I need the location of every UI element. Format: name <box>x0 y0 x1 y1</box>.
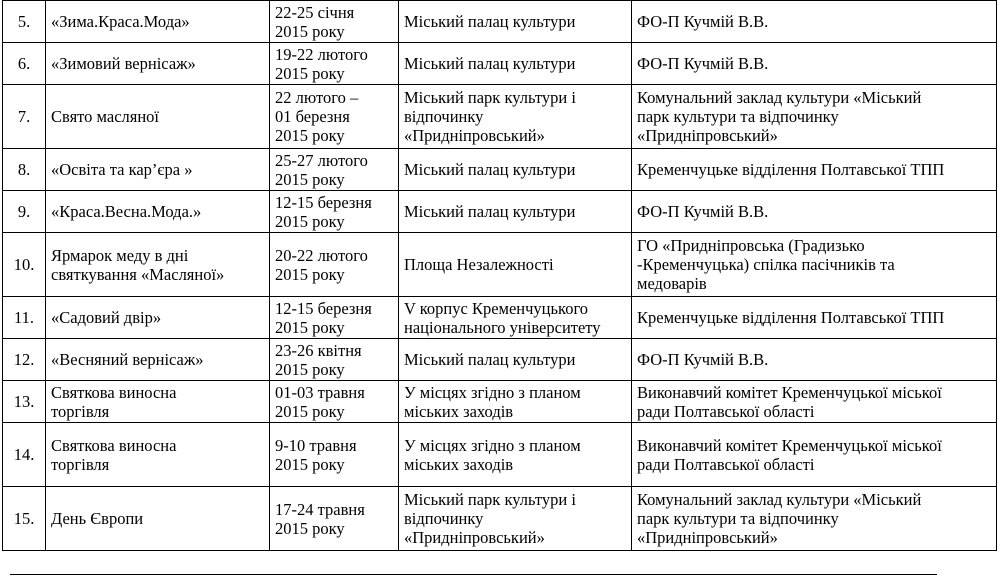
table-row <box>3 233 997 297</box>
event-name-line: «Зима.Краса.Мода» <box>51 12 190 31</box>
event-dates-cell <box>270 191 399 233</box>
event-dates-line: 2015 року <box>275 317 345 337</box>
event-name-cell <box>46 381 270 423</box>
table-row <box>3 381 997 423</box>
event-name-cell <box>46 149 270 191</box>
table-row <box>3 191 997 233</box>
event-venue-line: Міський палац культури <box>404 202 576 221</box>
event-organizer-line: ГО «Придніпровська (Градизько <box>637 236 865 255</box>
event-name-line: Святкова виносна <box>51 435 177 455</box>
event-organizer-cell <box>632 339 997 381</box>
event-name-cell <box>46 297 270 339</box>
event-venue-line: У місцях згідно з планом <box>404 382 581 402</box>
event-organizer-cell <box>632 191 997 233</box>
event-dates-cell <box>270 233 399 297</box>
event-dates-line: 01 березня <box>275 107 350 126</box>
event-name-cell <box>46 233 270 297</box>
event-dates-line: 12-15 березня <box>275 192 372 212</box>
event-venue-cell <box>399 297 632 339</box>
event-venue-cell <box>399 85 632 149</box>
event-dates-line: 2015 року <box>275 454 345 474</box>
event-venue-cell <box>399 233 632 297</box>
row-number-cell: 12. <box>3 339 46 381</box>
event-venue-cell <box>399 43 632 85</box>
event-name-line: торгівля <box>51 454 110 474</box>
row-number-cell: 11. <box>3 297 46 339</box>
row-number-cell: 8. <box>3 149 46 191</box>
event-venue-line: У місцях згідно з планом <box>404 435 581 455</box>
table-row <box>3 43 997 85</box>
event-name-cell <box>46 43 270 85</box>
event-venue-line: відпочинку <box>404 107 484 126</box>
event-organizer-line: «Придніпровський» <box>637 528 778 547</box>
event-name-line: Свято масляної <box>51 107 159 126</box>
event-organizer-line: ради Полтавської області <box>637 401 815 421</box>
event-venue-cell <box>399 423 632 487</box>
event-organizer-line: ФО-П Кучмій В.В. <box>637 12 769 31</box>
event-venue-cell <box>399 149 632 191</box>
row-number-cell: 9. <box>3 191 46 233</box>
event-dates-line: 2015 року <box>275 401 345 421</box>
event-organizer-line: Кременчуцьке відділення Полтавської ТПП <box>637 160 945 179</box>
event-venue-line: «Придніпровський» <box>404 528 545 547</box>
event-organizer-cell <box>632 381 997 423</box>
row-number-cell: 10. <box>3 233 46 297</box>
table-row <box>3 423 997 487</box>
event-name-line: святкування «Масляної» <box>51 264 225 284</box>
event-organizer-line: ради Полтавської області <box>637 454 815 474</box>
table-row <box>3 149 997 191</box>
table-row <box>3 1 997 43</box>
row-number-cell: 13. <box>3 381 46 423</box>
event-venue-cell <box>399 487 632 551</box>
event-name-line: Ярмарок меду в дні <box>51 245 189 265</box>
event-dates-line: 20-22 лютого <box>275 245 368 265</box>
event-organizer-cell <box>632 233 997 297</box>
event-dates-line: 2015 року <box>275 21 345 41</box>
event-organizer-cell <box>632 423 997 487</box>
event-name-line: День Європи <box>51 509 144 528</box>
event-venue-cell <box>399 381 632 423</box>
event-organizer-line: медоварів <box>637 274 707 293</box>
event-name-line: «Освіта та кар’єра » <box>51 160 193 179</box>
event-dates-cell <box>270 487 399 551</box>
event-dates-line: 9-10 травня <box>275 435 357 455</box>
event-venue-cell <box>399 191 632 233</box>
event-organizer-cell <box>632 1 997 43</box>
event-dates-line: 2015 року <box>275 264 345 284</box>
event-name-cell <box>46 191 270 233</box>
event-dates-line: 2015 року <box>275 211 345 231</box>
event-venue-cell <box>399 339 632 381</box>
event-dates-cell <box>270 1 399 43</box>
event-name-cell <box>46 85 270 149</box>
event-name-cell <box>46 423 270 487</box>
event-organizer-line: Виконавчий комітет Кременчуцької міської <box>637 435 942 455</box>
event-dates-cell <box>270 297 399 339</box>
event-dates-line: 23-26 квітня <box>275 340 362 360</box>
event-organizer-cell <box>632 487 997 551</box>
footnote-divider <box>10 574 937 575</box>
event-dates-line: 2015 року <box>275 518 345 538</box>
event-organizer-line: ФО-П Кучмій В.В. <box>637 202 769 221</box>
event-dates-line: 19-22 лютого <box>275 44 368 64</box>
event-organizer-line: Виконавчий комітет Кременчуцької міської <box>637 382 942 402</box>
row-number-cell: 5. <box>3 1 46 43</box>
event-venue-line: «Придніпровський» <box>404 126 545 145</box>
table-row <box>3 487 997 551</box>
event-dates-line: 17-24 травня <box>275 499 365 519</box>
events-table-body <box>3 1 997 551</box>
event-venue-line: Міський парк культури і <box>404 88 576 107</box>
event-venue-line: Міський палац культури <box>404 54 576 73</box>
event-dates-line: 22 лютого – <box>275 88 359 107</box>
event-venue-line: міських заходів <box>404 401 514 421</box>
event-organizer-line: ФО-П Кучмій В.В. <box>637 54 769 73</box>
event-organizer-line: парк культури та відпочинку <box>637 509 839 528</box>
event-dates-line: 01-03 травня <box>275 382 365 402</box>
event-organizer-cell <box>632 43 997 85</box>
event-venue-line: Міський палац культури <box>404 350 576 369</box>
event-dates-line: 12-15 березня <box>275 298 372 318</box>
row-number-cell: 6. <box>3 43 46 85</box>
event-dates-cell <box>270 43 399 85</box>
event-venue-cell <box>399 1 632 43</box>
event-dates-line: 2015 року <box>275 126 345 145</box>
event-organizer-cell <box>632 149 997 191</box>
event-dates-cell <box>270 339 399 381</box>
event-name-line: Святкова виносна <box>51 382 177 402</box>
event-dates-line: 2015 року <box>275 63 345 83</box>
row-number-cell: 15. <box>3 487 46 551</box>
event-organizer-line: Комунальний заклад культури «Міський <box>637 88 922 107</box>
event-organizer-line: Кременчуцьке відділення Полтавської ТПП <box>637 308 945 327</box>
event-dates-line: 2015 року <box>275 359 345 379</box>
event-venue-line: Міський парк культури і <box>404 490 576 509</box>
event-name-line: «Садовий двір» <box>51 308 162 327</box>
event-dates-cell <box>270 423 399 487</box>
event-venue-line: національного університету <box>404 317 601 337</box>
table-row <box>3 339 997 381</box>
event-organizer-line: ФО-П Кучмій В.В. <box>637 350 769 369</box>
event-venue-line: Міський палац культури <box>404 12 576 31</box>
table-row <box>3 85 997 149</box>
event-organizer-cell <box>632 297 997 339</box>
table-row <box>3 297 997 339</box>
event-organizer-line: «Придніпровський» <box>637 126 778 145</box>
event-name-cell <box>46 1 270 43</box>
event-venue-line: Площа Незалежності <box>404 255 554 274</box>
row-number-cell: 7. <box>3 85 46 149</box>
event-dates-cell <box>270 85 399 149</box>
event-venue-line: Міський палац культури <box>404 160 576 179</box>
event-organizer-line: Комунальний заклад культури «Міський <box>637 490 922 509</box>
event-dates-line: 25-27 лютого <box>275 150 368 170</box>
event-name-line: «Весняний вернісаж» <box>51 350 204 369</box>
event-dates-line: 22-25 січня <box>275 2 355 22</box>
event-organizer-line: парк культури та відпочинку <box>637 107 839 126</box>
event-venue-line: міських заходів <box>404 454 514 474</box>
event-dates-line: 2015 року <box>275 169 345 189</box>
event-venue-line: відпочинку <box>404 509 484 528</box>
event-dates-cell <box>270 381 399 423</box>
event-organizer-line: -Кременчуцька) спілка пасічників та <box>637 255 895 274</box>
event-name-cell <box>46 487 270 551</box>
row-number-cell: 14. <box>3 423 46 487</box>
event-name-line: «Зимовий вернісаж» <box>51 54 196 73</box>
event-venue-line: V корпус Кременчуцького <box>404 298 589 318</box>
event-name-line: торгівля <box>51 401 110 421</box>
event-name-line: «Краса.Весна.Мода.» <box>51 202 202 221</box>
event-name-cell <box>46 339 270 381</box>
event-dates-cell <box>270 149 399 191</box>
events-table <box>2 0 997 551</box>
event-organizer-cell <box>632 85 997 149</box>
